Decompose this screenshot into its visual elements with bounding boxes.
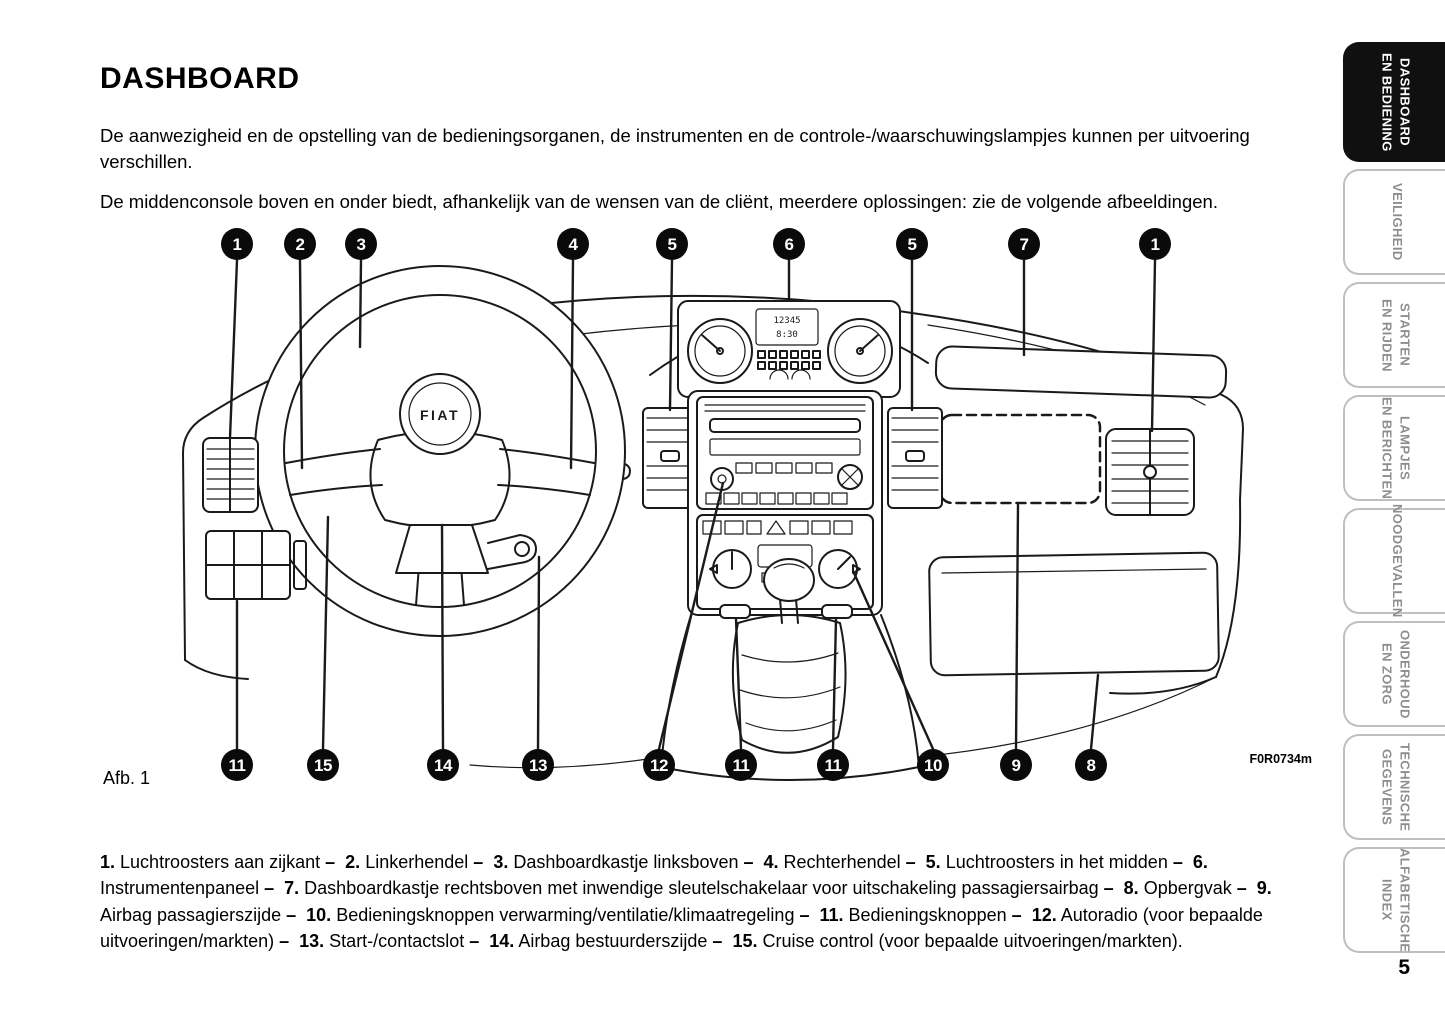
- callout-center-vent-left: 5: [656, 228, 688, 260]
- fiat-logo: [400, 374, 480, 454]
- legend-separator: –: [286, 904, 297, 925]
- legend-text: Dashboardkastje rechtsboven met inwendige sleutelschakelaar voor uitschakeling passagiersairbag: [304, 878, 1099, 899]
- legend-num: 10.: [306, 904, 332, 925]
- passenger-airbag-outline: [940, 415, 1100, 503]
- callout-ignition: 13: [522, 749, 554, 781]
- legend-num: 2.: [345, 852, 361, 872]
- intro-paragraph-2: De middenconsole boven en onder biedt, afhankelijk van de wensen van de cliënt, meerdere oplossingen: zie de volgende afbeeldingen.: [100, 190, 1218, 212]
- legend-num: 3.: [493, 852, 509, 872]
- legend-separator: –: [743, 852, 754, 872]
- legend-separator: –: [469, 931, 480, 952]
- callout-left-stalk: 2: [284, 228, 316, 260]
- callout-vent-right: 1: [1139, 228, 1171, 260]
- right-side-vent: [1106, 429, 1194, 515]
- tab-label: NOODGEVALLEN: [1389, 504, 1405, 618]
- callout-glovebox-upper-right: 7: [1008, 228, 1040, 260]
- legend-separator: –: [264, 878, 275, 899]
- legend-text: Instrumentenpaneel: [100, 878, 260, 899]
- figure-caption: Afb. 1: [103, 768, 151, 788]
- legend-num: 9.: [1256, 878, 1272, 899]
- tab-technische-gegevens[interactable]: [1343, 734, 1445, 840]
- page-title: DASHBOARD: [100, 62, 300, 96]
- legend-separator: –: [473, 852, 484, 872]
- callout-vent-left: 1: [221, 228, 253, 260]
- legend-text: Luchtroosters in het midden: [945, 852, 1168, 872]
- callout-driver-airbag: 14: [427, 749, 459, 781]
- callout-instrument-panel: 6: [773, 228, 805, 260]
- callout-cruise-control: 15: [307, 749, 339, 781]
- tab-label: DASHBOARD: [1397, 57, 1413, 147]
- upper-glovebox: [935, 346, 1226, 398]
- callout-glovebox-upper-left: 3: [345, 228, 377, 260]
- callout-buttons-right: 11: [817, 749, 849, 781]
- legend-text: Airbag passagierszijde: [100, 904, 282, 925]
- legend-separator: –: [279, 931, 290, 952]
- steering-wheel: [255, 266, 625, 636]
- tab-label: STARTEN: [1397, 303, 1413, 367]
- legend-text: Linkerhendel: [365, 852, 469, 872]
- svg-text:8:30: 8:30: [776, 330, 798, 340]
- tab-onderhoud-en-zorg[interactable]: [1343, 621, 1445, 727]
- legend-text: Bedieningsknoppen: [848, 904, 1007, 925]
- legend-text: Dashboardkastje linksboven: [513, 852, 739, 872]
- tab-label: GEGEVENS: [1379, 748, 1395, 826]
- callout-passenger-airbag: 9: [1000, 749, 1032, 781]
- section-tabs: [1343, 42, 1445, 953]
- center-right-vent: [888, 408, 942, 508]
- svg-text:FIAT: FIAT: [419, 407, 461, 423]
- callout-climate-controls: 10: [917, 749, 949, 781]
- tab-noodgevallen[interactable]: [1343, 504, 1445, 618]
- legend-separator: –: [712, 931, 723, 952]
- instrument-cluster: [650, 301, 928, 397]
- legend-text: Start-/contactslot: [329, 931, 465, 952]
- legend-text: Luchtroosters aan zijkant: [120, 852, 321, 872]
- tab-alfabetische-index[interactable]: [1343, 847, 1445, 953]
- tab-label: TECHNISCHE: [1397, 742, 1413, 832]
- legend-separator: –: [1103, 878, 1114, 899]
- legend-separator: –: [905, 852, 916, 872]
- legend-num: 8.: [1123, 878, 1139, 899]
- legend-text: Cruise control (voor bepaalde uitvoeringen/markten).: [762, 931, 1183, 952]
- legend-separator: –: [1011, 904, 1022, 925]
- legend-separator: –: [325, 852, 336, 872]
- legend-num: 4.: [763, 852, 779, 872]
- tab-label: EN BERICHTEN: [1379, 396, 1395, 500]
- legend-text: Opbergvak: [1143, 878, 1232, 899]
- tab-starten-en-rijden[interactable]: [1343, 282, 1445, 388]
- callout-storage: 8: [1075, 749, 1107, 781]
- tab-label: EN ZORG: [1379, 642, 1395, 706]
- legend-text: Autoradio (voor bepaalde uitvoeringen/markten): [100, 904, 1263, 952]
- legend-separator: –: [799, 904, 810, 925]
- tab-label: LAMPJES: [1397, 415, 1413, 481]
- legend-num: 7.: [284, 878, 300, 899]
- tab-veiligheid[interactable]: [1343, 169, 1445, 275]
- legend-text: Rechterhendel: [783, 852, 901, 872]
- legend-text: Airbag bestuurderszijde: [518, 931, 708, 952]
- legend-num: 13.: [299, 931, 325, 952]
- tab-label: EN RIJDEN: [1379, 298, 1395, 372]
- tab-label: VEILIGHEID: [1389, 183, 1405, 261]
- page-number: 5: [1398, 956, 1410, 979]
- tab-label: INDEX: [1379, 879, 1395, 921]
- figure-code: F0R0734m: [1249, 752, 1312, 766]
- tab-lampjes-en-berichten[interactable]: [1343, 395, 1445, 501]
- legend-num: 5.: [925, 852, 941, 872]
- dashboard-line-art: [90, 225, 1340, 800]
- legend-num: 12.: [1031, 904, 1057, 925]
- callout-right-stalk: 4: [557, 228, 589, 260]
- legend-num: 6.: [1192, 852, 1208, 872]
- legend-text: Bedieningsknoppen verwarming/ventilatie/klimaatregeling: [336, 904, 795, 925]
- intro-paragraph-1: De aanwezigheid en de opstelling van de bedieningsorganen, de instrumenten en de controle-/waarschuwingslampjes kunnen per uitvoering verschillen.: [100, 124, 1250, 173]
- callout-radio: 12: [643, 749, 675, 781]
- callout-buttons-left: 11: [725, 749, 757, 781]
- left-switch-panel: [206, 531, 306, 599]
- legend-num: 14.: [489, 931, 515, 952]
- callout-center-vent-right: 5: [896, 228, 928, 260]
- legend-num: 1.: [100, 852, 116, 872]
- legend-num: 11.: [819, 904, 844, 925]
- left-side-vent: [203, 438, 258, 512]
- tab-label: ONDERHOUD: [1397, 629, 1413, 719]
- tab-dashboard-en-bediening[interactable]: [1343, 42, 1445, 162]
- legend-separator: –: [1236, 878, 1247, 899]
- tab-label: EN BEDIENING: [1379, 52, 1395, 152]
- figure-legend: [100, 849, 1322, 955]
- callout-switches-left: 11: [221, 749, 253, 781]
- legend-num: 15.: [732, 931, 758, 952]
- svg-text:12345: 12345: [773, 316, 801, 326]
- tab-label: ALFABETISCHE: [1397, 847, 1413, 953]
- legend-separator: –: [1172, 852, 1183, 872]
- lower-glovebox: [929, 552, 1219, 675]
